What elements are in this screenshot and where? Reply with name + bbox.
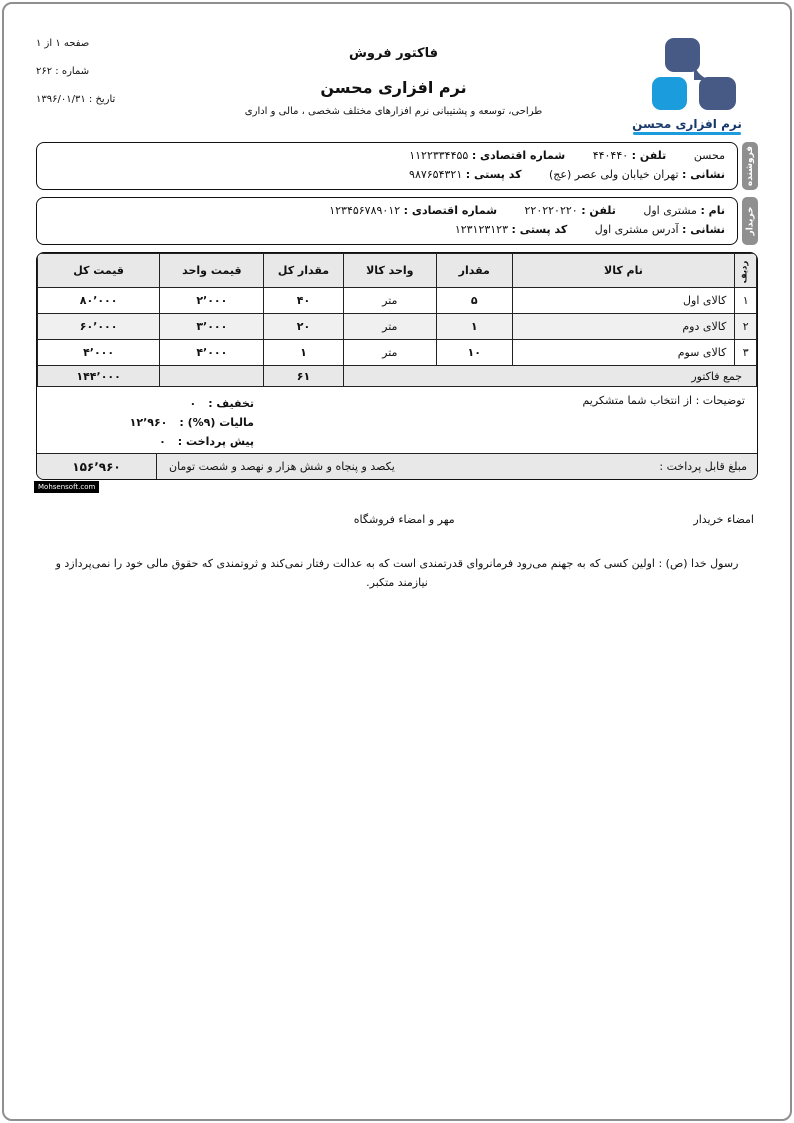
header-row-number: ردیف <box>735 254 757 288</box>
invoice-total-row <box>38 366 757 387</box>
seller-economic-number: شماره اقتصادی : ۱۱۲۲۳۳۴۴۵۵ <box>409 149 566 162</box>
buyer-box <box>36 197 738 245</box>
invoice-date: تاریخ : ۱۳۹۶/۰۱/۳۱ <box>36 94 116 105</box>
logo-caption: نرم افزاری محسن <box>632 117 742 131</box>
table-row: ۳ کالای سوم ۱۰ متر ۱ ۴٬۰۰۰ ۴٬۰۰۰ <box>38 340 757 366</box>
seller-line-1 <box>49 149 725 162</box>
buyer-line-1 <box>49 204 725 217</box>
seller-section <box>36 142 758 190</box>
notes-section <box>37 387 757 453</box>
total-quantity-value: ۶۱ <box>264 366 343 387</box>
buyer-section <box>36 197 758 245</box>
header-total-quantity: مقدار کل <box>264 254 343 288</box>
seller-postal-code: کد پستی : ۹۸۷۶۵۴۳۲۱ <box>409 168 522 181</box>
invoice-total-label: جمع فاکتور <box>343 366 756 387</box>
adjustments-stack <box>99 394 254 451</box>
company-name: نرم افزاری محسن <box>320 78 467 97</box>
payable-amount: ۱۵۶٬۹۶۰ <box>37 454 157 479</box>
header-item-name: نام کالا <box>512 254 735 288</box>
seller-phone: تلفن : ۴۴۰۴۴۰ <box>592 149 667 162</box>
table-header-row <box>38 254 757 288</box>
table-row: ۲ کالای دوم ۱ متر ۲۰ ۳٬۰۰۰ ۶۰٬۰۰۰ <box>38 314 757 340</box>
signature-row <box>36 513 758 526</box>
seller-tab: فروشنده <box>742 142 758 190</box>
discount-value: ۰ <box>189 397 197 410</box>
header-unit: واحد کالا <box>343 254 436 288</box>
notes-text: از انتخاب شما متشکریم <box>582 394 693 407</box>
items-table <box>37 253 757 387</box>
total-price-value: ۱۴۴٬۰۰۰ <box>38 366 160 387</box>
company-tagline: طراحی، توسعه و پشتیبانی نرم افزارهای مختلف شخصی ، مالی و اداری <box>244 106 543 117</box>
tax-line: مالیات (۹%) :۱۲٬۹۶۰ <box>129 416 254 429</box>
seller-address: نشانی : تهران خیابان ولی عصر (عج) <box>549 168 725 181</box>
header-quantity: مقدار <box>437 254 512 288</box>
notes-line: توضیحات : از انتخاب شما متشکریم <box>582 394 745 407</box>
software-watermark: Mohsensoft.com <box>34 481 99 493</box>
payable-row <box>37 453 757 479</box>
seller-name: محسن <box>693 149 725 162</box>
header-unit-price: قیمت واحد <box>160 254 264 288</box>
buyer-postal-code: کد پستی : ۱۲۳۱۲۳۱۲۳ <box>454 223 568 236</box>
seller-box <box>36 142 738 190</box>
page-number: صفحه ۱ از ۱ <box>36 38 90 49</box>
prepayment-line: پیش پرداخت :۰ <box>159 435 254 448</box>
invoice-meta <box>36 30 171 135</box>
header-total-price: قیمت کل <box>38 254 160 288</box>
buyer-phone: تلفن : ۲۲۰۲۲۰۲۲۰ <box>524 204 616 217</box>
logo-squares-icon <box>635 36 739 114</box>
buyer-name: نام : مشتری اول <box>643 204 725 217</box>
store-signature-label: مهر و امضاء فروشگاه <box>353 513 455 526</box>
prepayment-value: ۰ <box>159 435 166 448</box>
page-header <box>36 30 758 135</box>
footer-quote: رسول خدا (ص) : اولین کسی که به جهنم می‌رود فرمانروای قدرتمندی است که به عدالت رفتار نمی‌کند و ثروتمندی که حقوق مالی خود را نمی‌پردازد و نیازمند متکبر. <box>55 557 739 590</box>
discount-line: تخفیف :۰ <box>189 397 254 410</box>
buyer-tab: خریدار <box>742 197 758 245</box>
buyer-address: نشانی : آدرس مشتری اول <box>594 223 725 236</box>
table-row: ۱ کالای اول ۵ متر ۴۰ ۲٬۰۰۰ ۸۰٬۰۰۰ <box>38 288 757 314</box>
invoice-number: شماره : ۲۶۲ <box>36 66 90 77</box>
buyer-signature-label: امضاء خریدار <box>693 513 754 526</box>
tax-value: ۱۲٬۹۶۰ <box>129 416 168 429</box>
items-table-container <box>36 252 758 480</box>
buyer-line-2 <box>49 223 725 236</box>
logo-underline <box>633 132 741 135</box>
header-titles <box>171 30 616 135</box>
company-logo <box>616 30 758 135</box>
payable-label: مبلغ قابل پرداخت : <box>659 460 747 473</box>
invoice-page <box>2 2 792 1121</box>
document-type-title: فاکتور فروش <box>348 46 439 61</box>
buyer-economic-number: شماره اقتصادی : ۱۲۳۴۵۶۷۸۹۰۱۲ <box>329 204 498 217</box>
seller-line-2 <box>49 168 725 181</box>
payable-amount-in-words: یکصد و پنجاه و شش هزار و نهصد و شصت تومان <box>169 460 395 473</box>
